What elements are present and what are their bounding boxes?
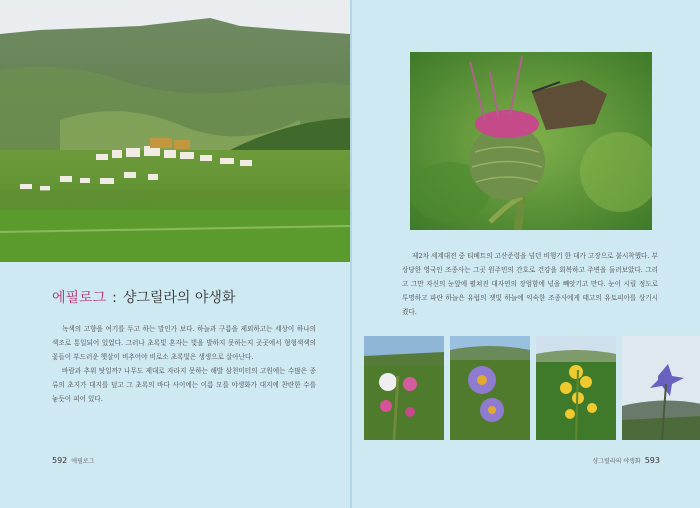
running-head: 샹그릴라의 야생화 bbox=[592, 458, 641, 465]
body-paragraph: 녹색의 고향을 여기를 두고 하는 말인가 보다. 하늘과 구름을 제외하고는 세상이 하나의 색조로 통일되어 있었다. 그러나 초록빛 혼자는 빛을 발하지 못하는지 곳곳에서 형형색색의 꽃들이 부드러운 햇살이 비추어야 비로소 초록빛은 생생으로 살아난다. bbox=[52, 325, 316, 361]
page-number: 592 bbox=[52, 456, 68, 465]
right-page bbox=[352, 0, 700, 508]
chapter-title-colon: : bbox=[112, 290, 117, 306]
running-head: 에필로그 bbox=[71, 458, 95, 465]
yellow-flower-photo bbox=[536, 336, 616, 440]
body-paragraph: 바람과 추위 탓일까? 나무도 제대로 자라지 못하는 해발 삼천미터의 고원에는 수많은 종류의 초지가 대지를 덮고 그 초록의 바다 사이에는 이름 모를 야생화가 대지에 찬란한 수를 놓듯이 피어 있다. bbox=[52, 367, 316, 403]
chapter-title-main: 샹그릴라의 야생화 bbox=[122, 290, 236, 306]
mountain-village-photo bbox=[0, 0, 350, 262]
chapter-title-prefix: 에필로그 bbox=[52, 290, 107, 306]
pink-flower-photo bbox=[364, 336, 444, 440]
blue-flower-photo bbox=[622, 336, 700, 440]
left-folio bbox=[52, 456, 98, 465]
chapter-title bbox=[52, 287, 235, 307]
right-folio bbox=[588, 456, 660, 465]
page-number: 593 bbox=[644, 456, 660, 465]
body-paragraph: 제2차 세계대전 중 티베트의 고산준령을 넘던 비행기 한 대가 고장으로 불시착했다. 부상당한 영국인 조종사는 그곳 원주민의 간호로 건강을 회복하고 주변을 둘러보았다. 그리고 그만 자신의 눈앞에 펼쳐진 대자연의 장엄함에 넋을 빼앗기고 만다. 눈이 시릴 정도로 투명하고 파란 하늘은 유럽의 잿빛 하늘에 익숙한 조종사에게 태고의 유토피아를 상기시켰다. bbox=[402, 252, 658, 316]
right-body-text bbox=[402, 249, 658, 319]
left-body-text bbox=[52, 322, 316, 406]
purple-daisy-photo bbox=[450, 336, 530, 440]
thistle-butterfly-photo bbox=[410, 52, 652, 230]
